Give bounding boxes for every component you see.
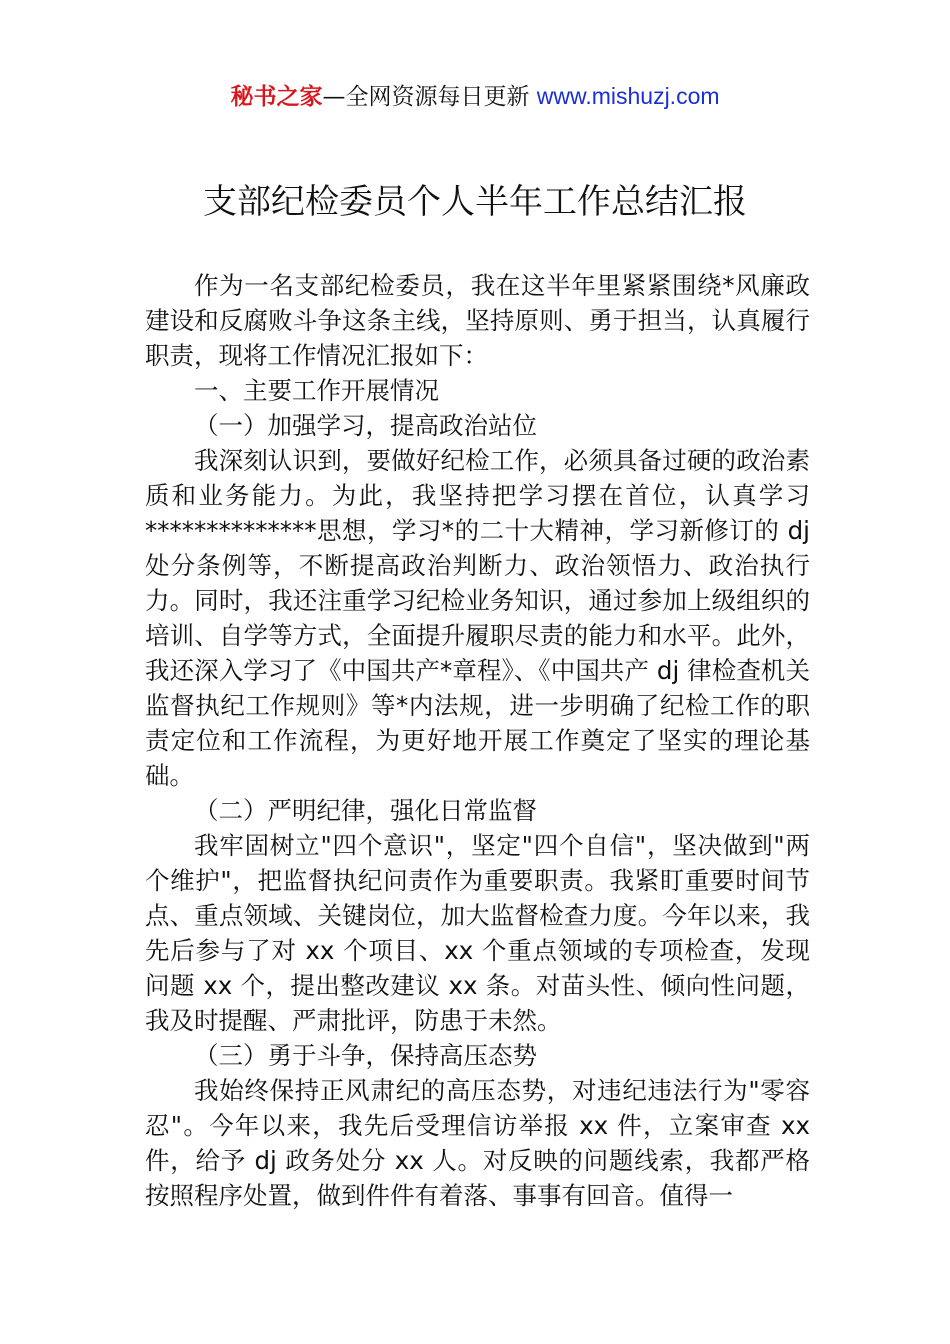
section-heading-main-work: 一、主要工作开展情况: [194, 376, 439, 405]
subsection-heading-study: （一）加强学习，提高政治站位: [194, 411, 537, 440]
site-brand: 秘书之家: [230, 84, 323, 110]
intro-paragraph: 作为一名支部纪检委员，我在这半年里紧紧围绕*风廉政建设和反腐败斗争这条主线，坚持原则、勇于担当，认真履行职责，现将工作情况汇报如下：: [145, 271, 810, 370]
struggle-paragraph: 我始终保持正风肃纪的高压态势，对违纪违法行为"零容忍"。今年以来，我先后受理信访举报 xx 件，立案审查 xx 件，给予 dj 政务处分 xx 人。对反映的问题线索，我都严格按照程序处置，做到件件有着落、事事有回音。值得一: [145, 1076, 810, 1210]
document-body: [145, 268, 810, 1213]
subsection-heading-discipline: （二）严明纪律，强化日常监督: [194, 796, 537, 825]
discipline-paragraph: 我牢固树立"四个意识"，坚定"四个自信"，坚决做到"两个维护"，把监督执纪问责作为重要职责。我紧盯重要时间节点、重点领域、关键岗位，加大监督检查力度。今年以来，我先后参与了对 xx 个项目、xx 个重点领域的专项检查，发现问题 xx 个，提出整改建议 xx 条。对苗头性、倾向性问题，我及时提醒、严肃批评，防患于未然。: [145, 831, 810, 1035]
site-url-link[interactable]: www.mishuzj.com: [536, 83, 720, 109]
study-paragraph: 我深刻认识到，要做好纪检工作，必须具备过硬的政治素质和业务能力。为此，我坚持把学习摆在首位，认真学习**************思想，学习*的二十大精神，学习新修订的 dj 处分条例等，不断提高政治判断力、政治领悟力、政治执行力。同时，我还注重学习纪检业务知识，通过参加上级组织的培训、自学等方式，全面提升履职尽责的能力和水平。此外，我还深入学习了《中国共产*章程》、《中国共产 dj 律检查机关监督执纪工作规则》等*内法规，进一步明确了纪检工作的职责定位和工作流程，为更好地开展工作奠定了坚实的理论基础。: [145, 446, 810, 790]
subsection-heading-struggle: （三）勇于斗争，保持高压态势: [194, 1041, 537, 1070]
site-tagline: —全网资源每日更新: [322, 84, 530, 110]
site-header: [0, 80, 950, 113]
document-title: 支部纪检委员个人半年工作总结汇报: [203, 182, 747, 222]
